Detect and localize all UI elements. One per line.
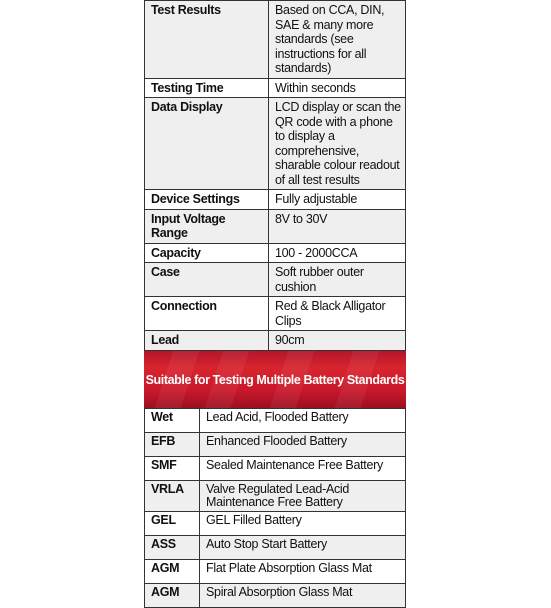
spec-row bbox=[145, 78, 406, 98]
spec-row-label: Testing Time bbox=[145, 78, 269, 98]
standard-row-value: GEL Filled Battery bbox=[200, 511, 406, 535]
standard-row-label: AGM bbox=[145, 583, 200, 607]
spec-row-value: LCD display or scan the QR code with a phone to display a comprehensive, sharable colour readout of all test results bbox=[269, 98, 406, 190]
spec-sheet bbox=[144, 0, 406, 608]
banner-title: Suitable for Testing Multiple Battery Standards bbox=[145, 372, 405, 387]
spec-row-label: Connection bbox=[145, 297, 269, 331]
spec-row bbox=[145, 209, 406, 243]
standard-row bbox=[145, 511, 406, 535]
spec-row bbox=[145, 190, 406, 210]
battery-standards-table bbox=[144, 408, 406, 608]
standard-row-label: SMF bbox=[145, 456, 200, 480]
standard-row bbox=[145, 432, 406, 456]
spec-row-value: 90cm bbox=[269, 331, 406, 351]
standard-row bbox=[145, 480, 406, 511]
standard-row-label: GEL bbox=[145, 511, 200, 535]
standard-row-value: Sealed Maintenance Free Battery bbox=[200, 456, 406, 480]
spec-row bbox=[145, 331, 406, 351]
standard-row-label: Wet bbox=[145, 408, 200, 432]
standard-row bbox=[145, 535, 406, 559]
standard-row-label: AGM bbox=[145, 559, 200, 583]
specifications-table bbox=[144, 0, 406, 351]
spec-row-value: Based on CCA, DIN, SAE & many more standards (see instructions for all standards) bbox=[269, 1, 406, 79]
spec-row-value: Fully adjustable bbox=[269, 190, 406, 210]
spec-row-value: 100 - 2000CCA bbox=[269, 243, 406, 263]
spec-row bbox=[145, 98, 406, 190]
standard-row-value: Lead Acid, Flooded Battery bbox=[200, 408, 406, 432]
standard-row bbox=[145, 456, 406, 480]
standard-row-value: Valve Regulated Lead-Acid Maintenance Free Battery bbox=[200, 480, 406, 511]
spec-row bbox=[145, 243, 406, 263]
spec-row-label: Lead bbox=[145, 331, 269, 351]
standard-row-value: Spiral Absorption Glass Mat bbox=[200, 583, 406, 607]
spec-row-label: Test Results bbox=[145, 1, 269, 79]
standards-banner bbox=[144, 351, 406, 408]
spec-row-label: Device Settings bbox=[145, 190, 269, 210]
standard-row bbox=[145, 559, 406, 583]
standard-row bbox=[145, 408, 406, 432]
standard-row-value: Enhanced Flooded Battery bbox=[200, 432, 406, 456]
spec-row-label: Capacity bbox=[145, 243, 269, 263]
spec-row bbox=[145, 1, 406, 79]
spec-row bbox=[145, 263, 406, 297]
spec-row-value: 8V to 30V bbox=[269, 209, 406, 243]
spec-row-value: Soft rubber outer cushion bbox=[269, 263, 406, 297]
standard-row-label: EFB bbox=[145, 432, 200, 456]
standard-row-label: VRLA bbox=[145, 480, 200, 511]
standard-row-value: Auto Stop Start Battery bbox=[200, 535, 406, 559]
spec-row-label: Data Display bbox=[145, 98, 269, 190]
spec-row-label: Input Voltage Range bbox=[145, 209, 269, 243]
spec-row-value: Red & Black Alligator Clips bbox=[269, 297, 406, 331]
standard-row-label: ASS bbox=[145, 535, 200, 559]
spec-row-label: Case bbox=[145, 263, 269, 297]
spec-row bbox=[145, 297, 406, 331]
standard-row-value: Flat Plate Absorption Glass Mat bbox=[200, 559, 406, 583]
spec-row-value: Within seconds bbox=[269, 78, 406, 98]
standard-row bbox=[145, 583, 406, 607]
